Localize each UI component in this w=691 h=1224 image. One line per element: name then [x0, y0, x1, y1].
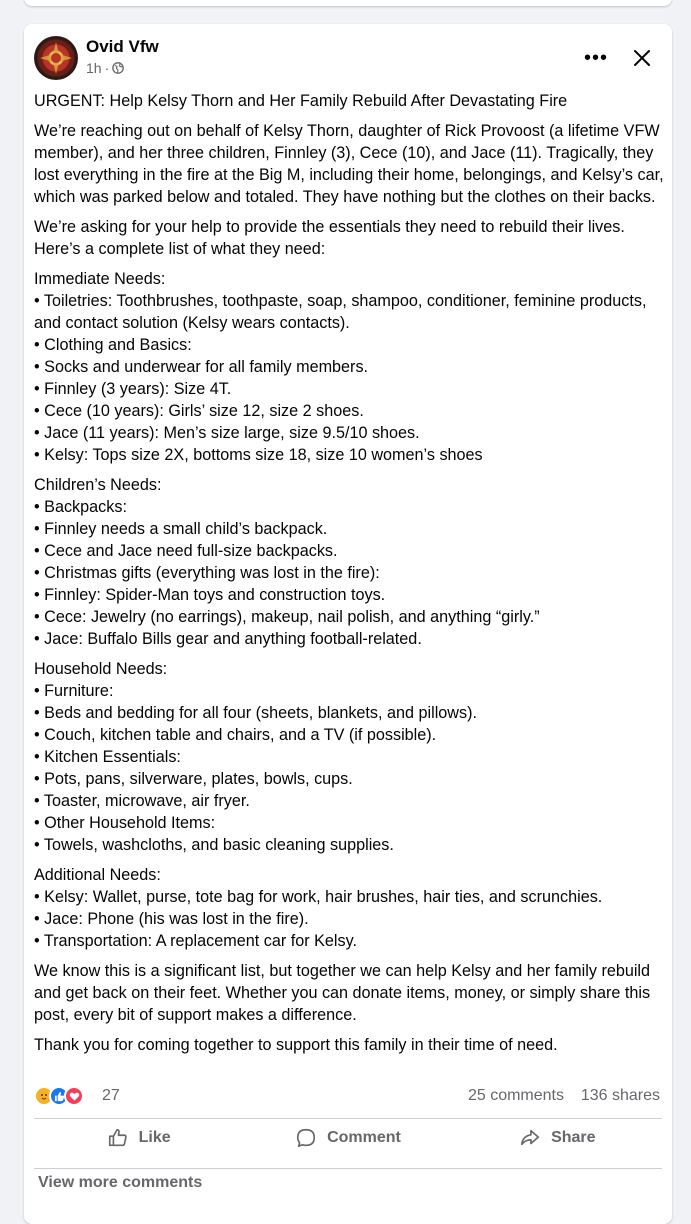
list-item: • Christmas gifts (everything was lost in the fire): — [34, 564, 380, 582]
section-heading: Additional Needs: — [34, 866, 161, 884]
post-title: URGENT: Help Kelsy Thorn and Her Family Rebuild After Devastating Fire — [34, 92, 568, 110]
avatar[interactable] — [34, 36, 78, 80]
section-heading: Household Needs: — [34, 660, 168, 678]
list-item: • Toiletries: Toothbrushes, toothpaste, soap, shampoo, conditioner, feminine products, and contact solution (Kelsy wears contacts). — [34, 292, 647, 332]
comment-bubble-icon — [295, 1127, 317, 1149]
meta-separator: · — [104, 60, 110, 76]
post-thanks: Thank you for coming together to support this family in their time of need. — [34, 1036, 558, 1054]
post-card — [24, 24, 672, 1224]
globe-icon[interactable] — [112, 62, 124, 74]
list-item: • Finnley (3 years): Size 4T. — [34, 380, 232, 398]
section-heading: Children’s Needs: — [34, 476, 162, 494]
list-item: • Socks and underwear for all family members. — [34, 358, 369, 376]
comment-button[interactable] — [243, 1120, 452, 1156]
divider — [34, 1118, 662, 1119]
list-item: • Backpacks: — [34, 498, 127, 516]
list-item: • Finnley needs a small child’s backpack. — [34, 520, 328, 538]
list-item: • Towels, washcloths, and basic cleaning supplies. — [34, 836, 394, 854]
love-reaction-icon — [64, 1086, 84, 1106]
vfw-emblem-icon — [34, 36, 78, 80]
post-body — [34, 90, 664, 1064]
post-actions — [34, 1120, 662, 1156]
reaction-icons[interactable] — [34, 1086, 79, 1106]
list-item: • Other Household Items: — [34, 814, 216, 832]
post-closing: We know this is a significant list, but together we can help Kelsy and her family rebuild and get back on their feet. Whether you can donate items, money, or simply share this post, every bit of support makes a difference. — [34, 962, 651, 1024]
post-header — [34, 36, 662, 80]
list-item: • Toaster, microwave, air fryer. — [34, 792, 250, 810]
thumbs-up-icon — [107, 1127, 129, 1149]
list-item: • Kelsy: Tops size 2X, bottoms size 18, size 10 women’s shoes — [34, 446, 483, 464]
list-item: • Cece: Jewelry (no earrings), makeup, nail polish, and anything “girly.” — [34, 608, 540, 626]
reaction-count[interactable]: 27 — [102, 1087, 120, 1104]
list-item: • Cece and Jace need full-size backpacks. — [34, 542, 338, 560]
comments-count[interactable]: 25 comments — [467, 1087, 564, 1104]
list-item: • Furniture: — [34, 682, 114, 700]
comment-label: Comment — [327, 1129, 401, 1146]
list-item: • Kitchen Essentials: — [34, 748, 181, 766]
post-ask: We’re asking for your help to provide the essentials they need to rebuild their lives. Here’s a complete list of what they need: — [34, 218, 625, 258]
list-item: • Couch, kitchen table and chairs, and a TV (if possible). — [34, 726, 437, 744]
share-arrow-icon — [519, 1127, 541, 1149]
post-meta — [86, 60, 124, 76]
post-intro: We’re reaching out on behalf of Kelsy Thorn, daughter of Rick Provoost (a lifetime VFW member), and her three children, Finnley (3), Cece (10), and Jace (11). Tragically, they lost everything in the fire at the Big M, including their home, belongings, and Kelsy’s car, which was parked below and totaled. They have nothing but the clothes on their backs. — [34, 122, 664, 206]
list-item: • Jace: Phone (his was lost in the fire). — [34, 910, 309, 928]
like-label: Like — [138, 1129, 171, 1146]
share-button[interactable] — [453, 1120, 662, 1156]
shares-count[interactable]: 136 shares — [580, 1087, 660, 1104]
close-icon[interactable] — [626, 42, 658, 74]
list-item: • Clothing and Basics: — [34, 336, 192, 354]
divider — [34, 1168, 662, 1169]
more-options-icon[interactable]: ••• — [583, 46, 608, 69]
list-item: • Jace (11 years): Men’s size large, size 9.5/10 shoes. — [34, 424, 420, 442]
list-item: • Pots, pans, silverware, plates, bowls, cups. — [34, 770, 353, 788]
list-item: • Cece (10 years): Girls’ size 12, size 2 shoes. — [34, 402, 364, 420]
post-time[interactable]: 1h — [86, 60, 102, 76]
like-button[interactable] — [34, 1120, 243, 1156]
share-label: Share — [551, 1129, 596, 1146]
section-childrens-needs — [34, 474, 664, 650]
section-additional-needs — [34, 864, 664, 952]
section-heading: Immediate Needs: — [34, 270, 166, 288]
post-stats — [34, 1084, 660, 1108]
list-item: • Jace: Buffalo Bills gear and anything football-related. — [34, 630, 422, 648]
list-item: • Kelsy: Wallet, purse, tote bag for work, hair brushes, hair ties, and scrunchies. — [34, 888, 603, 906]
list-item: • Finnley: Spider-Man toys and construction toys. — [34, 586, 386, 604]
section-immediate-needs — [34, 268, 664, 466]
author-name[interactable]: Ovid Vfw — [86, 37, 159, 56]
list-item: • Beds and bedding for all four (sheets, blankets, and pillows). — [34, 704, 477, 722]
previous-post-card-edge — [24, 0, 672, 6]
section-household-needs — [34, 658, 664, 856]
list-item: • Transportation: A replacement car for Kelsy. — [34, 932, 357, 950]
view-more-comments-link[interactable]: View more comments — [38, 1174, 203, 1191]
